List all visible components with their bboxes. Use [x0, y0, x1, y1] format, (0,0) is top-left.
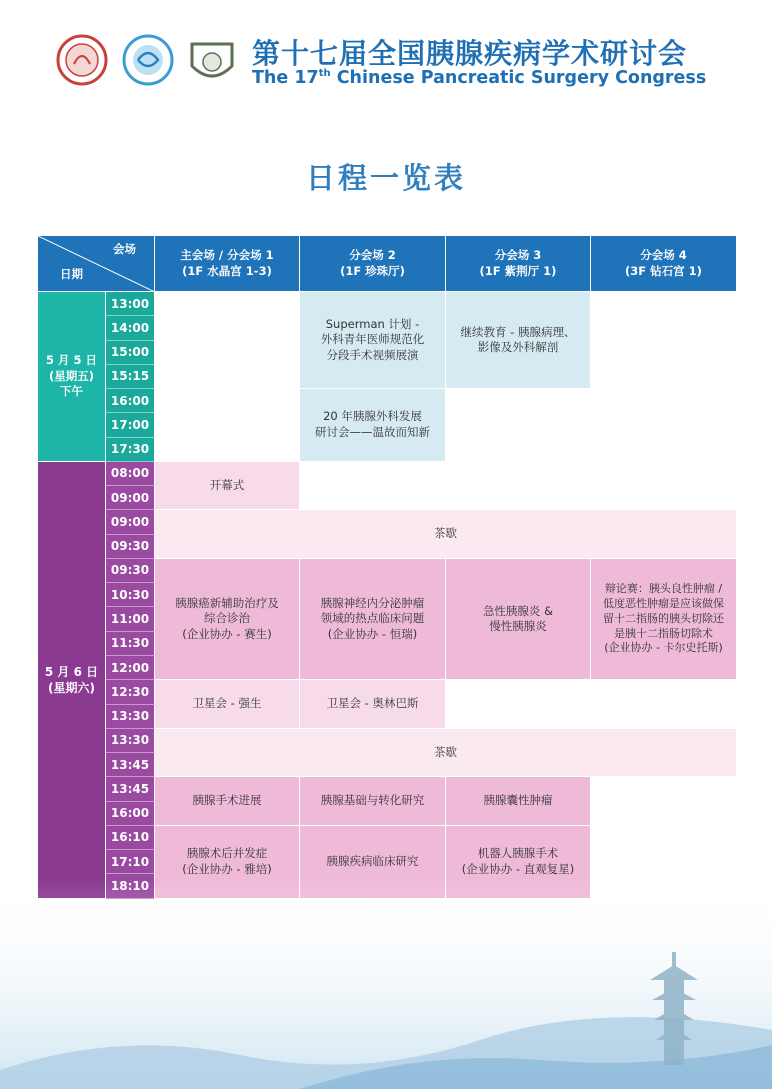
time-cell: 10:30 [106, 583, 155, 607]
session-neuroendocrine: 胰腺神经内分泌肿瘤 领域的热点临床问题 (企业协办 - 恒瑞) [300, 559, 446, 680]
time-cell: 12:30 [106, 680, 155, 704]
session-pancreatitis: 急性胰腺炎 & 慢性胰腺炎 [446, 559, 591, 680]
time-cell: 17:30 [106, 438, 155, 462]
session-debate: 辩论赛：胰头良性肿瘤 / 低度恶性肿瘤是应该做保 留十二指肠的胰头切除还 是胰十二指肠切除术 (企业协办 - 卡尔史托斯) [591, 559, 737, 680]
time-cell: 09:30 [106, 535, 155, 559]
session-surgery-progress: 胰腺手术进展 [155, 777, 300, 826]
time-cell: 12:00 [106, 656, 155, 680]
congress-title-en: The 17th Chinese Pancreatic Surgery Congress [252, 68, 707, 88]
session-satellite-johnson: 卫星会 - 强生 [155, 680, 300, 729]
empty-cell [300, 462, 737, 511]
congress-title-cn: 第十七届全国胰腺疾病学术研讨会 [252, 37, 688, 70]
time-cell: 17:00 [106, 413, 155, 437]
time-cell: 11:00 [106, 607, 155, 631]
time-cell: 16:10 [106, 826, 155, 850]
session-basic-research: 胰腺基础与转化研究 [300, 777, 446, 826]
time-cell: 17:10 [106, 850, 155, 874]
day-label: 5 月 5 日 (星期五) 下午 [38, 292, 106, 462]
session-continuing-education: 继续教育 - 胰腺病理、 影像及外科解剖 [446, 292, 591, 389]
time-cell: 16:00 [106, 389, 155, 413]
time-cell: 13:45 [106, 753, 155, 777]
time-cell: 13:30 [106, 729, 155, 753]
time-cell: 13:30 [106, 705, 155, 729]
time-cell: 11:30 [106, 632, 155, 656]
session-opening: 开幕式 [155, 462, 300, 511]
time-cell: 15:00 [106, 341, 155, 365]
empty-cell [446, 680, 737, 729]
empty-cell [591, 292, 737, 462]
time-cell: 15:15 [106, 365, 155, 389]
time-cell: 14:00 [106, 316, 155, 340]
corner-venue-label: 会场 [113, 242, 136, 256]
society-logo-2-icon [122, 34, 174, 86]
society-logo-3-icon [186, 34, 238, 86]
venue-header: 分会场 3 (1F 紫荆厅 1) [446, 236, 591, 292]
time-cell: 13:45 [106, 777, 155, 801]
pagoda-landscape-decoration [0, 880, 772, 1089]
schedule-table [38, 236, 737, 899]
empty-cell [446, 389, 591, 462]
session-satellite-olympus: 卫星会 - 奥林巴斯 [300, 680, 446, 729]
session-robotic: 机器人胰腺手术 (企业协办 - 直观复星) [446, 826, 591, 899]
venue-header: 分会场 4 (3F 钻石宫 1) [591, 236, 737, 292]
venue-header: 分会场 2 (1F 珍珠厅) [300, 236, 446, 292]
session-complications: 胰腺术后并发症 (企业协办 - 雅培) [155, 826, 300, 899]
society-logo-1-icon [56, 34, 108, 86]
venue-header: 主会场 / 分会场 1 (1F 水晶宫 1-3) [155, 236, 300, 292]
session-neoadjuvant: 胰腺癌新辅助治疗及 综合诊治 (企业协办 - 赛生) [155, 559, 300, 680]
time-cell: 09:30 [106, 559, 155, 583]
tea-break: 茶歇 [155, 510, 737, 559]
session-clinical-research: 胰腺疾病临床研究 [300, 826, 446, 899]
time-cell: 08:00 [106, 462, 155, 486]
table-corner-header [38, 236, 155, 292]
tea-break: 茶歇 [155, 729, 737, 778]
page-title: 日程一览表 [305, 161, 466, 195]
day-label: 5 月 6 日 (星期六) [38, 462, 106, 899]
time-cell: 16:00 [106, 802, 155, 826]
session-superman: Superman 计划 - 外科青年医师规范化 分段手术视频展演 [300, 292, 446, 389]
empty-cell [155, 292, 300, 462]
time-cell: 09:00 [106, 510, 155, 534]
time-cell: 09:00 [106, 486, 155, 510]
corner-diagonal-line [38, 236, 155, 292]
header [0, 0, 772, 110]
time-cell: 13:00 [106, 292, 155, 316]
session-20-years: 20 年胰腺外科发展 研讨会——温故而知新 [300, 389, 446, 462]
session-cystic: 胰腺囊性肿瘤 [446, 777, 591, 826]
corner-date-label: 日期 [60, 267, 83, 282]
